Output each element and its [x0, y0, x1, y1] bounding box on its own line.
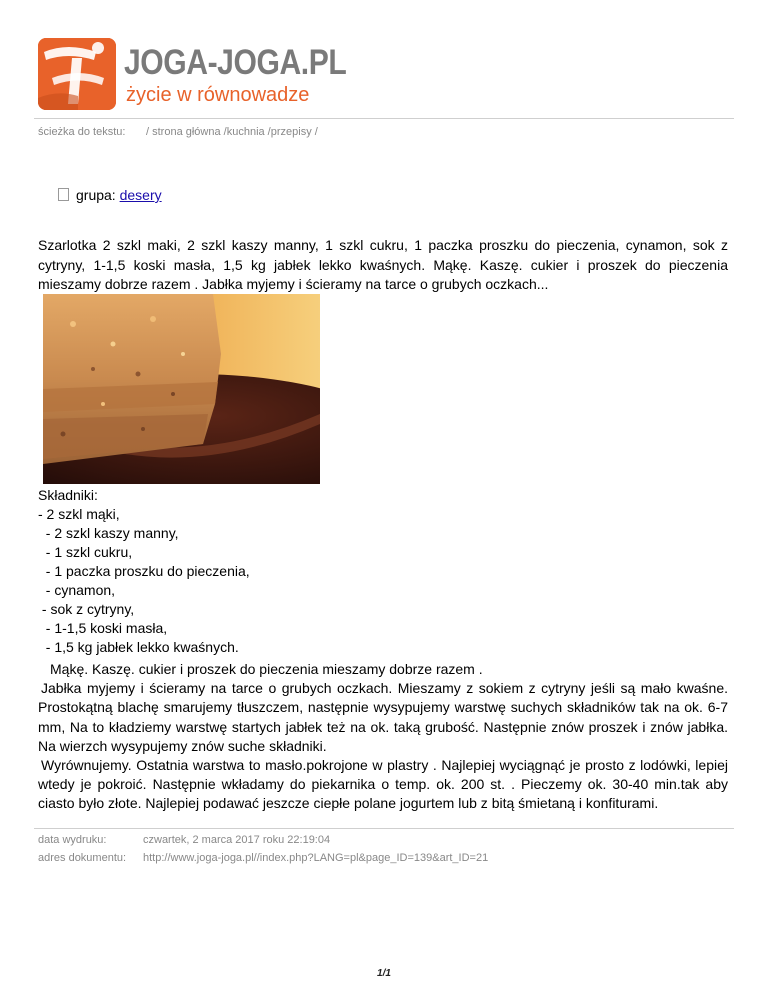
page-number: 1/1 — [377, 968, 391, 979]
article-intro: Szarlotka 2 szkl maki, 2 szkl kaszy manny, 1 szkl cukru, 1 paczka proszku do pieczenia, cynamon, sok z cytryny, 1-1,5 koski masła, 1,5 kg jabłek lekko kwaśnych. Mąkę. Kaszę. cukier i proszek do pieczenia mieszamy dobrze razem . Jabłka myjemy i ścieramy na tarce o grubych oczkach... — [38, 237, 728, 292]
ingredient-item: - cynamon, — [38, 582, 116, 598]
logo-mark-icon — [38, 38, 116, 110]
ingredient-item: - 2 szkl mąki, — [38, 506, 120, 522]
path-label: ścieżka do tekstu: — [38, 126, 126, 138]
print-date-label: data wydruku: — [38, 834, 107, 846]
method-paragraph: Wyrównujemy. Ostatnia warstwa to masło.pokrojone w plastry . Najlepiej wyciągnąć je prosto z lodówki, lepiej wtedy je pokroić. Następnie wkładamy do piekarnika o temp. ok. 200 st. . Pieczemy ok. 30-40 min.tak aby ciasto było złote. Najlepiej podawać jeszcze ciepłe polane jogurtem lub z bitą śmietaną i konfiturami. — [38, 757, 728, 812]
ingredient-item: - 1 paczka proszku do pieczenia, — [38, 563, 250, 579]
footer-divider — [34, 828, 734, 829]
ingredient-item: - 1,5 kg jabłek lekko kwaśnych. — [38, 639, 239, 655]
checkbox-icon — [58, 188, 69, 201]
doc-address-link[interactable]: http://www.joga-joga.pl//index.php?LANG=pl&page_ID=139&art_ID=21 — [143, 852, 489, 864]
logo-tagline: życie w równowadze — [126, 84, 310, 106]
ingredient-item: - 2 szkl kaszy manny, — [38, 525, 179, 541]
print-date-value: czwartek, 2 marca 2017 roku 22:19:04 — [143, 834, 331, 846]
header-divider — [34, 118, 734, 119]
method — [38, 660, 728, 814]
ingredient-item: - 1-1,5 koski masła, — [38, 620, 168, 636]
ingredients — [38, 486, 250, 657]
group-line — [58, 187, 162, 203]
method-paragraph: Mąkę. Kaszę. cukier i proszek do pieczenia mieszamy dobrze razem . — [50, 661, 483, 677]
site-logo[interactable] — [38, 38, 358, 110]
logo-title: JOGA-JOGA.PL — [124, 43, 347, 82]
ingredient-item: - 1 szkl cukru, — [38, 544, 133, 560]
method-paragraph: Jabłka myjemy i ścieramy na tarce o grubych oczkach. Mieszamy z sokiem z cytryny jeśli są mało kwaśne. Prostokątną blachę smarujemy tłuszczem, następnie wysypujemy warstwę suchych składników tak na ok. 6-7 mm, Na to kładziemy warstwę startych jabłek też na ok. taką grubość. Następnie znów proszek i znów jabłka. Na wierzch wysypujemy znów suche składniki. — [38, 680, 728, 754]
cake-photo — [43, 294, 320, 484]
group-link-desery[interactable]: desery — [119, 187, 162, 203]
ingredient-item: - sok z cytryny, — [38, 601, 135, 617]
ingredients-heading: Składniki: — [38, 487, 98, 503]
doc-address-label: adres dokumentu: — [38, 852, 127, 864]
breadcrumb: / strona główna /kuchnia /przepisy / — [146, 126, 318, 138]
group-label: grupa: — [76, 187, 116, 203]
